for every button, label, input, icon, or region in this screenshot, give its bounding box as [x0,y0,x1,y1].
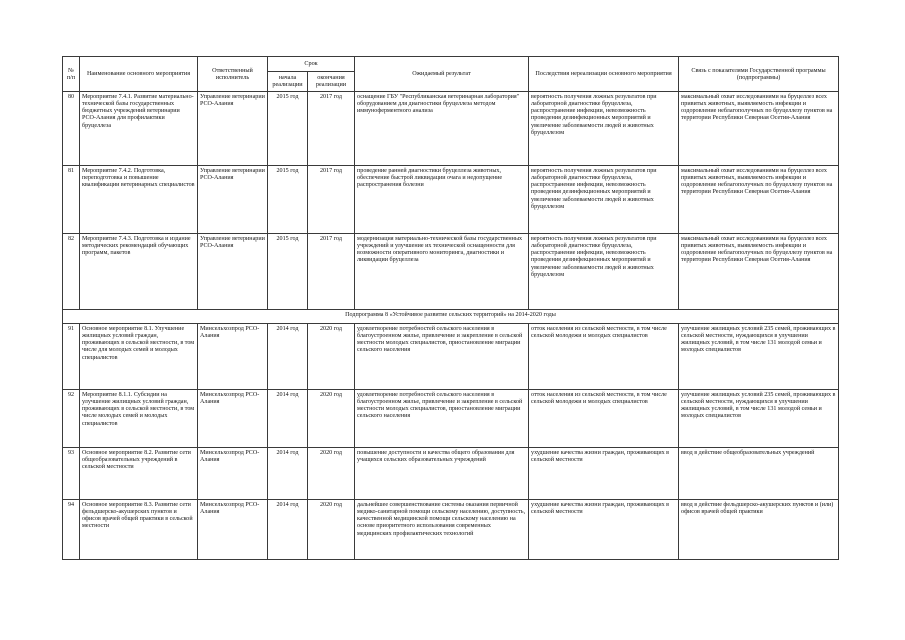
row-end: 2017 год [308,233,355,309]
table-row [63,165,839,233]
header-num: № п/п [63,57,80,92]
row-result: удовлетворение потребностей сельского населения в благоустроенном жилье, привлечение и закрепление в сельской местности молодых специалистов, приостановление миграции сельского населения [355,323,529,389]
header-term: Срок [268,57,355,72]
row-start: 2014 год [268,447,308,499]
row-num: 81 [63,165,80,233]
row-name: Основное мероприятие 8.1. Улучшение жилищных условий граждан, проживающих в сельской местности, в том числе для молодых семей и молодых специалистов [80,323,198,389]
subprogram-title: Подпрограмма 8 «Устойчивое развитие сельских территорий» на 2014-2020 годы [63,309,839,323]
row-end: 2020 год [308,323,355,389]
row-link: максимальный охват исследованиями на бруцеллез всех привитых животных, выявляемость инфекции и оздоровление неблагополучных по бруцеллезу пунктов на территории Республики Северная Осетия-Алания [679,233,839,309]
row-result: оснащение ГБУ "Республиканская ветеринарная лаборатория" оборудованием для диагностики бруцеллеза методом иммуноферментного анализа [355,91,529,165]
row-name: Мероприятие 8.1.1. Субсидии на улучшение жилищных условий граждан, проживающих в сельской местности, в том числе молодых семей и молодых специалистов [80,389,198,447]
row-start: 2014 год [268,499,308,559]
header-end: окончания реализации [308,72,355,92]
table-row [63,233,839,309]
row-link: ввод в действие фельдшерско-акушерских пунктов и (или) офисов врачей общей практики [679,499,839,559]
row-consequences: ухудшение качества жизни граждан, проживающих в сельской местности [529,447,679,499]
row-name: Основное мероприятие 8.2. Развитие сети общеобразовательных учреждений в сельской местности [80,447,198,499]
row-executor: Минсельхозпрод РСО-Алания [198,389,268,447]
row-end: 2020 год [308,389,355,447]
row-num: 93 [63,447,80,499]
row-link: максимальный охват исследованиями на бруцеллез всех привитых животных, выявляемость инфекции и оздоровление неблагополучных по бруцеллезу пунктов на территории Республики Северная Осетия-Алания [679,165,839,233]
row-num: 82 [63,233,80,309]
row-end: 2020 год [308,499,355,559]
row-executor: Минсельхозпрод РСО-Алания [198,499,268,559]
table-row [63,447,839,499]
header-start: начала реализации [268,72,308,92]
row-result: повышение доступности и качества общего образования для учащихся сельских образовательных учреждений [355,447,529,499]
row-name: Мероприятие 7.4.3. Подготовка и издание методических рекомендаций обучающих программ, пакетов [80,233,198,309]
row-end: 2020 год [308,447,355,499]
row-consequences: вероятность получения ложных результатов при лабораторной диагностике бруцеллеза, распространение инфекции, невозможность проведения дезинфекционных мероприятий и увеличение заболеваемости людей и животных бруцеллезом [529,91,679,165]
row-executor: Управление ветеринарии РСО-Алания [198,91,268,165]
row-start: 2014 год [268,323,308,389]
header-consequences: Последствия нереализации основного мероприятия [529,57,679,92]
header-link: Связь с показателями Государственной программы (подпрограммы) [679,57,839,92]
row-executor: Управление ветеринарии РСО-Алания [198,233,268,309]
row-start: 2014 год [268,389,308,447]
row-result: дальнейшее совершенствование системы оказания первичной медико-санитарной помощи сельскому населению, доступность, качественной медицинской помощи сельскому населению на основе приоритетного использования современных медицинских профилактических технологий [355,499,529,559]
row-link: максимальный охват исследованиями на бруцеллез всех привитых животных, выявляемость инфекции и оздоровление неблагополучных по бруцеллезу пунктов на территории Республики Северная Осетия-Алания [679,91,839,165]
subprogram-row [63,309,839,323]
row-result: проведение ранней диагностики бруцеллеза животных, обеспечение быстрой ликвидации очага и недопущение распространения болезни [355,165,529,233]
row-num: 94 [63,499,80,559]
measures-table [62,56,839,560]
row-executor: Управление ветеринарии РСО-Алания [198,165,268,233]
row-consequences: ухудшение качества жизни граждан, проживающих в сельской местности [529,499,679,559]
row-consequences: вероятность получения ложных результатов при лабораторной диагностике бруцеллеза, распространение инфекции, невозможность проведения дезинфекционных мероприятий и увеличение заболеваемости людей и животных бруцеллезом [529,165,679,233]
row-name: Мероприятие 7.4.1. Развитие материально-технической базы государственных бюджетных учреждений ветеринарии РСО-Алания для профилактики бруцеллеза [80,91,198,165]
header-result: Ожидаемый результат [355,57,529,92]
row-num: 91 [63,323,80,389]
header-name: Наименование основного мероприятия [80,57,198,92]
row-link: ввод в действие общеобразовательных учреждений [679,447,839,499]
row-name: Мероприятие 7.4.2. Подготовка, переподготовка и повышение квалификации ветеринарных специалистов [80,165,198,233]
row-start: 2015 год [268,91,308,165]
header-executor: Ответственный исполнитель [198,57,268,92]
row-end: 2017 год [308,91,355,165]
row-num: 92 [63,389,80,447]
row-executor: Минсельхозпрод РСО-Алания [198,447,268,499]
row-consequences: отток населения из сельской местности, в том числе сельской молодежи и молодых специалистов [529,323,679,389]
row-name: Основное мероприятие 8.3. Развитие сети фельдшерско-акушерских пунктов и офисов врачей общей практики в сельской местности [80,499,198,559]
row-start: 2015 год [268,233,308,309]
row-num: 80 [63,91,80,165]
document-page [62,56,838,560]
table-row [63,323,839,389]
row-link: улучшение жилищных условий 235 семей, проживающих в сельской местности, нуждающихся в улучшении жилищных условий, в том числе 131 молодой семьи и молодых специалистов [679,323,839,389]
row-consequences: вероятность получения ложных результатов при лабораторной диагностике бруцеллеза, распространение инфекции, невозможность проведения дезинфекционных мероприятий и увеличение заболеваемости людей и животных бруцеллезом [529,233,679,309]
row-end: 2017 год [308,165,355,233]
table-row [63,91,839,165]
row-consequences: отток населения из сельской местности, в том числе сельской молодежи и молодых специалистов [529,389,679,447]
row-link: улучшение жилищных условий 235 семей, проживающих в сельской местности, нуждающихся в улучшении жилищных условий, в том числе 131 молодой семьи и молодых специалистов [679,389,839,447]
row-result: удовлетворение потребностей сельского населения в благоустроенном жилье, привлечение и закрепление в сельской местности молодых специалистов, приостановление миграции сельского населения [355,389,529,447]
table-row [63,389,839,447]
row-start: 2015 год [268,165,308,233]
row-result: модернизация материально-технической базы государственных учреждений и улучшение их технической оснащенности для возможности оперативного мониторинга, диагностики и ликвидации бруцеллеза [355,233,529,309]
row-executor: Минсельхозпрод РСО-Алания [198,323,268,389]
table-row [63,499,839,559]
header-row [63,57,839,72]
